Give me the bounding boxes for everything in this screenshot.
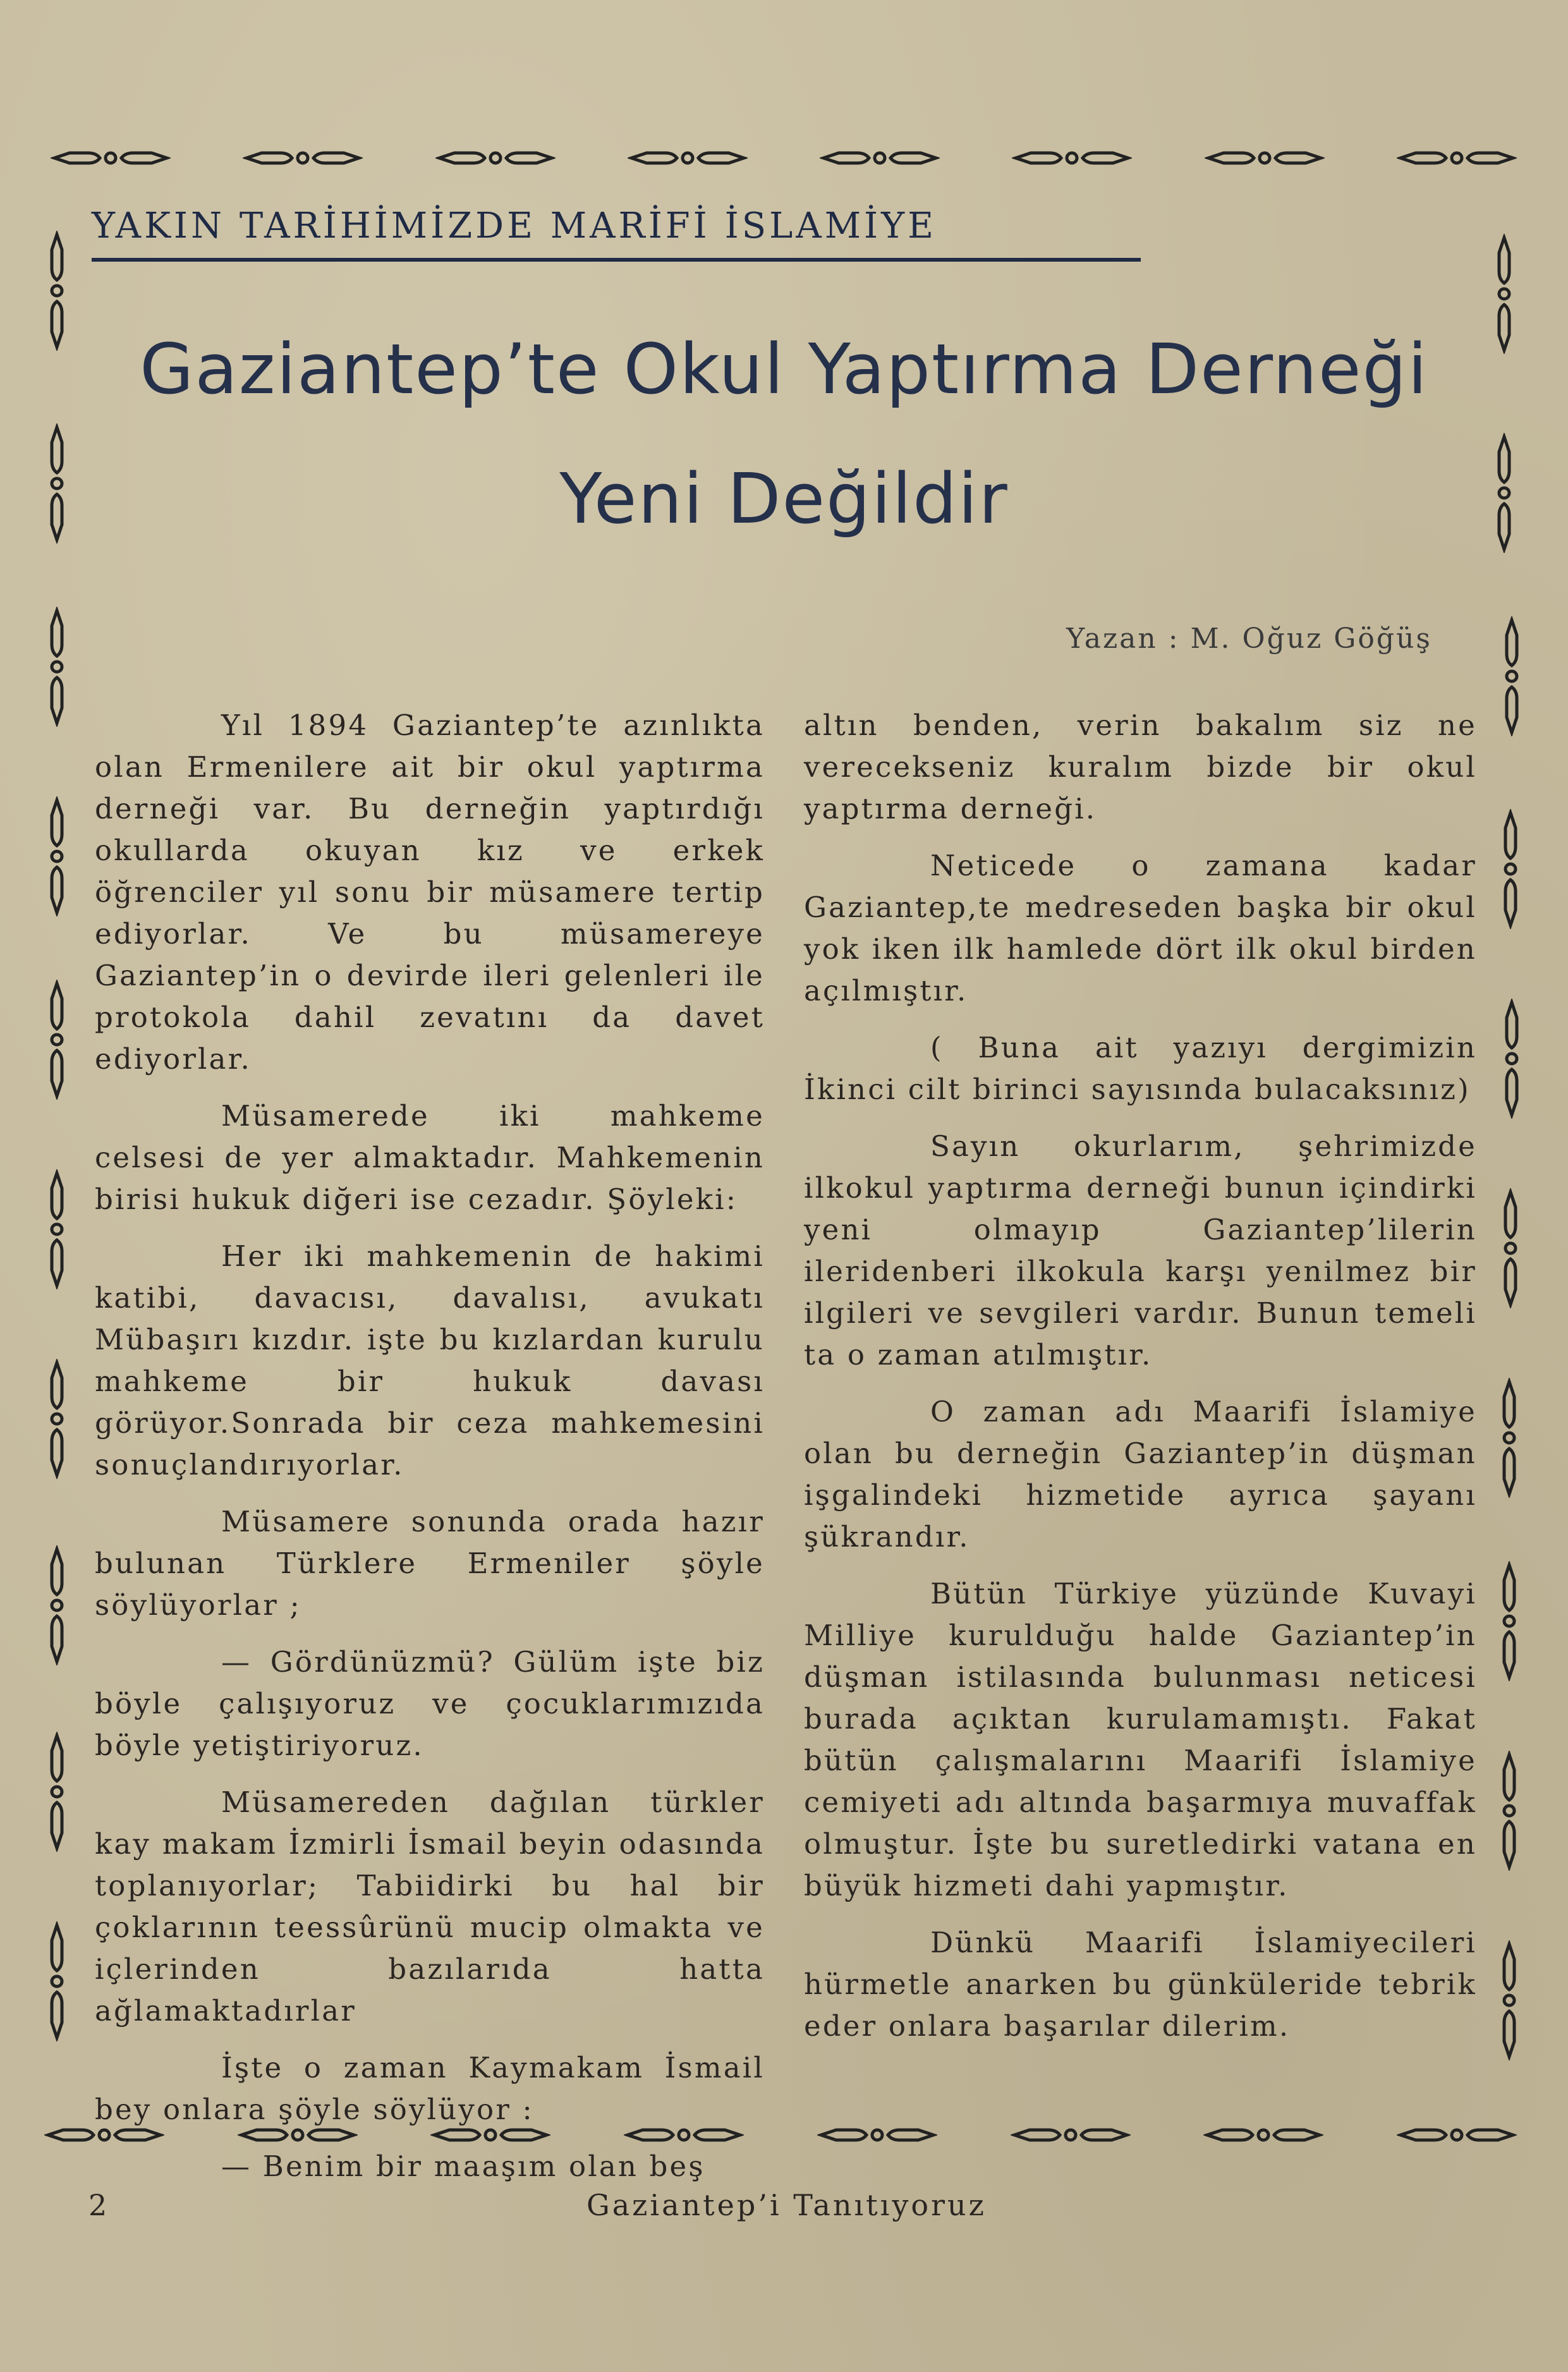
paragraph: Müsamere sonunda orada hazır bulunan Türklere Ermeniler şöyle söylüyorlar ; xyxy=(95,1505,765,1622)
paragraph: Dünkü Maarifi İslamiyecileri hürmetle anarken bu günküleride tebrik eder onlara başarılar dilerim. xyxy=(804,1926,1477,2043)
paragraph: Sayın okurlarım, şehrimizde ilkokul yaptırma derneği bunun içindirki yeni olmayıp Gaziantep’lilerin ileridenberi ilkokula karşı yenilmez bir ilgileri ve sevgileri vardır. Bunun temeli ta o zaman atılmıştır. xyxy=(804,1129,1477,1372)
dialog-paragraph: — Benim bir maaşım olan beş xyxy=(221,2150,705,2183)
ornament-icon xyxy=(243,145,363,171)
publication-title: Gaziantep’i Tanıtıyoruz xyxy=(586,2188,987,2222)
dialog-paragraph: — Gördünüzmü? Gülüm işte biz böyle çalışıyoruz ve çocuklarımızıda böyle yetiştiriyoruz. xyxy=(95,1645,765,1762)
vertical-ornament-icon xyxy=(1490,433,1518,553)
vertical-ornament-icon xyxy=(1495,1940,1523,2060)
vertical-ornament-icon xyxy=(1495,1378,1523,1498)
vertical-ornament-icon xyxy=(1497,809,1524,929)
ornament-icon xyxy=(820,145,940,171)
vertical-ornament-icon xyxy=(43,796,71,916)
vertical-ornament-icon xyxy=(1490,234,1518,354)
paragraph: O zaman adı Maarifi İslamiye olan bu derneğin Gaziantep’in düşman işgalindeki hizmetide ayrıca şayanı şükrandır. xyxy=(804,1395,1477,1554)
vertical-ornament-icon xyxy=(1495,1561,1523,1681)
ornament-icon xyxy=(238,2122,358,2148)
article-title-line1: Gaziantep’te Okul Yaptırma Derneği xyxy=(140,329,1428,410)
ornament-icon xyxy=(51,145,171,171)
vertical-ornament-icon xyxy=(43,1921,71,2041)
page-number: 2 xyxy=(88,2188,107,2222)
ornament-icon xyxy=(430,2122,550,2148)
ornament-icon xyxy=(817,2122,937,2148)
vertical-ornament-icon xyxy=(1498,999,1526,1119)
vertical-ornament-icon xyxy=(43,980,71,1100)
vertical-ornament-icon xyxy=(43,607,71,727)
ornament-icon xyxy=(435,145,556,171)
ornament-icon xyxy=(1011,2122,1131,2148)
vertical-ornament-icon xyxy=(43,1359,71,1479)
paragraph: ( Buna ait yazıyı dergimizin İkinci cilt birinci sayısında bulacaksınız) xyxy=(804,1031,1477,1106)
paragraph: Neticede o zamana kadar Gaziantep,te medreseden başka bir okul yok iken ilk hamlede dört ilk okul birden açılmıştır. xyxy=(804,849,1477,1007)
vertical-ornament-icon xyxy=(43,231,71,351)
paragraph: Müsamerede iki mahkeme celsesi de yer almaktadır. Mahkemenin birisi hukuk diğeri ise cezadır. Şöyleki: xyxy=(95,1099,765,1216)
bottom-ornament-row xyxy=(44,2122,1517,2148)
vertical-ornament-icon xyxy=(43,1732,71,1852)
paragraph: İşte o zaman Kaymakam İsmail bey onlara şöyle söylüyor : xyxy=(95,2051,765,2126)
vertical-ornament-icon xyxy=(1497,1188,1524,1308)
ornament-icon xyxy=(44,2122,164,2148)
paragraph: Müsamereden dağılan türkler kay makam İzmirli İsmail beyin odasında toplanıyorlar; Tabiidirki bu hal bir çoklarının teessûrünü mucip olmakta ve içlerinden bazılarıda hatta ağlamaktadırlar xyxy=(95,1785,765,2028)
ornament-icon xyxy=(1012,145,1132,171)
ornament-icon xyxy=(1205,145,1325,171)
paragraph: Yıl 1894 Gaziantep’te azınlıkta olan Ermenilere ait bir okul yaptırma derneği var. Bu derneğin yaptırdığı okullarda okuyan kız ve erkek öğrenciler yıl sonu bir müsamere tertip ediyorlar. Ve bu müsamereye Gaziantep’in o devirde ileri gelenleri ile protokola dahil zevatını da davet ediyorlar. xyxy=(95,709,765,1076)
vertical-ornament-icon xyxy=(1495,1751,1523,1871)
ornament-icon xyxy=(628,145,748,171)
ornament-icon xyxy=(1397,145,1517,171)
article-author: Yazan : M. Oğuz Göğüş xyxy=(1066,623,1432,655)
ornament-icon xyxy=(1203,2122,1323,2148)
vertical-ornament-icon xyxy=(43,423,71,544)
paragraph: Bütün Türkiye yüzünde Kuvayi Milliye kurulduğu halde Gaziantep’in düşman istilasında bulunması neticesi burada açıktan kurulamamıştı. Fakat bütün çalışmalarını Maarifi İslamiye cemiyeti adı altında başarmıya muvaffak olmuştur. İşte bu suretledirki vatana en büyük hizmeti dahi yapmıştır. xyxy=(804,1577,1477,1902)
article-title-line2: Yeni Değildir xyxy=(559,458,1009,539)
ornament-icon xyxy=(1397,2122,1517,2148)
paragraph: altın benden, verin bakalım siz ne verecekseniz kuralım bizde bir okul yaptırma derneği. xyxy=(804,709,1477,825)
left-column xyxy=(95,705,765,2203)
vertical-ornament-icon xyxy=(43,1545,71,1665)
vertical-ornament-icon xyxy=(1498,616,1526,736)
ornament-icon xyxy=(624,2122,744,2148)
section-title: YAKIN TARİHİMİZDE MARİFİ İSLAMİYE xyxy=(92,205,937,246)
paragraph: Her iki mahkemenin de hakimi katibi, davacısı, davalısı, avukatı Mübaşırı kızdır. işte bu kızlardan kurulu mahkeme bir hukuk davası görüyor.Sonrada bir ceza mahkemesini sonuçlandırıyorlar. xyxy=(95,1239,765,1481)
right-column xyxy=(804,705,1477,2062)
top-ornament-row xyxy=(51,145,1517,171)
section-divider xyxy=(92,258,1141,262)
vertical-ornament-icon xyxy=(43,1169,71,1289)
